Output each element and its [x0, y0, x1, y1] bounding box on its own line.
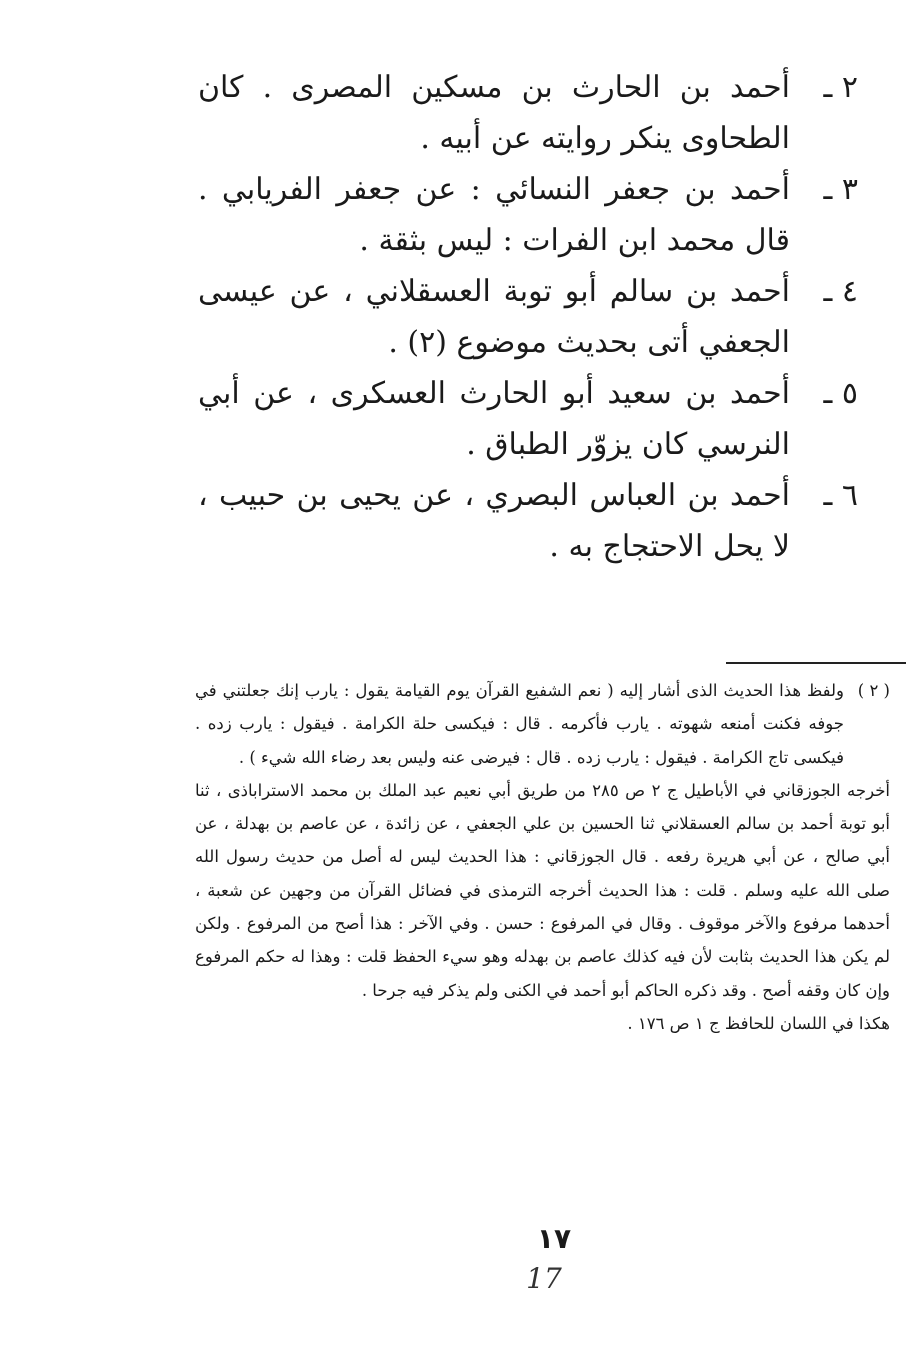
entry-number: ٤ ـ: [823, 274, 858, 309]
footnote-text: ولفظ هذا الحديث الذى أشار إليه ( نعم الشفيع القرآن يوم القيامة يقول : يارب إنك جعلتني في جوفه فكنت أمنعه شهوته . يارب فأكرمه . قال : فيكسى حلة الكرامة . فيقول : يارب زده . فيكسى تاج الكرامة . فيقول : يارب زده . قال : فيرضى عنه وليس بعد رضاء الله شيء ) .: [195, 681, 844, 767]
entry-5: [198, 368, 858, 470]
entry-2: [198, 62, 858, 164]
footnote-paragraph: هكذا في اللسان للحافظ ج ١ ص ١٧٦ .: [627, 1013, 890, 1033]
entry-6: [198, 470, 858, 572]
entry-4: [198, 266, 858, 368]
entry-text: أحمد بن سالم أبو توبة العسقلاني ، عن عيسى الجعفي أتى بحديث موضوع (٢) .: [198, 274, 790, 360]
entry-number: ٦ ـ: [823, 478, 858, 513]
entry-number: ٢ ـ: [823, 70, 858, 105]
entry-3: [198, 164, 858, 266]
entry-number: ٥ ـ: [823, 376, 858, 411]
footnote-paragraph: [195, 674, 890, 774]
entry-text: أحمد بن العباس البصري ، عن يحيى بن حبيب ، لا يحل الاحتجاج به .: [198, 478, 790, 564]
footnote-marker: ( ٢ ): [857, 681, 890, 700]
entry-text: أحمد بن الحارث بن مسكين المصرى . كان الطحاوى ينكر روايته عن أبيه .: [198, 70, 790, 156]
entry-text: أحمد بن سعيد أبو الحارث العسكرى ، عن أبي النرسي كان يزوّر الطباق .: [198, 376, 790, 462]
footnotes: [195, 674, 890, 1040]
page-mark-arabic: ١٧: [536, 1222, 572, 1255]
footnote-separator: [726, 662, 906, 664]
narrator-entries: [198, 62, 858, 572]
entry-text: أحمد بن جعفر النسائي : عن جعفر الفريابي . قال محمد ابن الفرات : ليس بثقة .: [198, 172, 790, 258]
entry-number: ٣ ـ: [823, 172, 858, 207]
footnote-paragraph: أخرجه الجوزقاني في الأباطيل ج ٢ ص ٢٨٥ من طريق أبي نعيم عبد الملك بن محمد الاستراباذى ، ثنا أبو توبة أحمد بن سالم العسقلاني ثنا الحسين بن علي الجعفي ، عن زائدة ، عن عاصم بن بهدلة ، عن أبي صالح ، عن أبي هريرة رفعه . قال الجوزقاني : هذا الحديث ليس له أصل من حديث رسول الله صلى الله عليه وسلم . قلت : هذا الحديث أخرجه الترمذى في فضائل القرآن من وجهين عن شعبة ، أحدهما مرفوع والآخر موقوف . وقال في المرفوع : حسن . وفي الآخر : هذا أصح من المرفوع . ولكن لم يكن هذا الحديث بثابت لأن فيه كذلك عاصم بن بهدله وهو سيء الحفظ قلت : وهذا له حكم المرفوع وإن كان وقفه أصح . وقد ذكره الحاكم أبو أحمد في الكنى ولم يذكر فيه جرحا .: [195, 780, 890, 1000]
page-number-handwritten: 17: [526, 1262, 562, 1295]
